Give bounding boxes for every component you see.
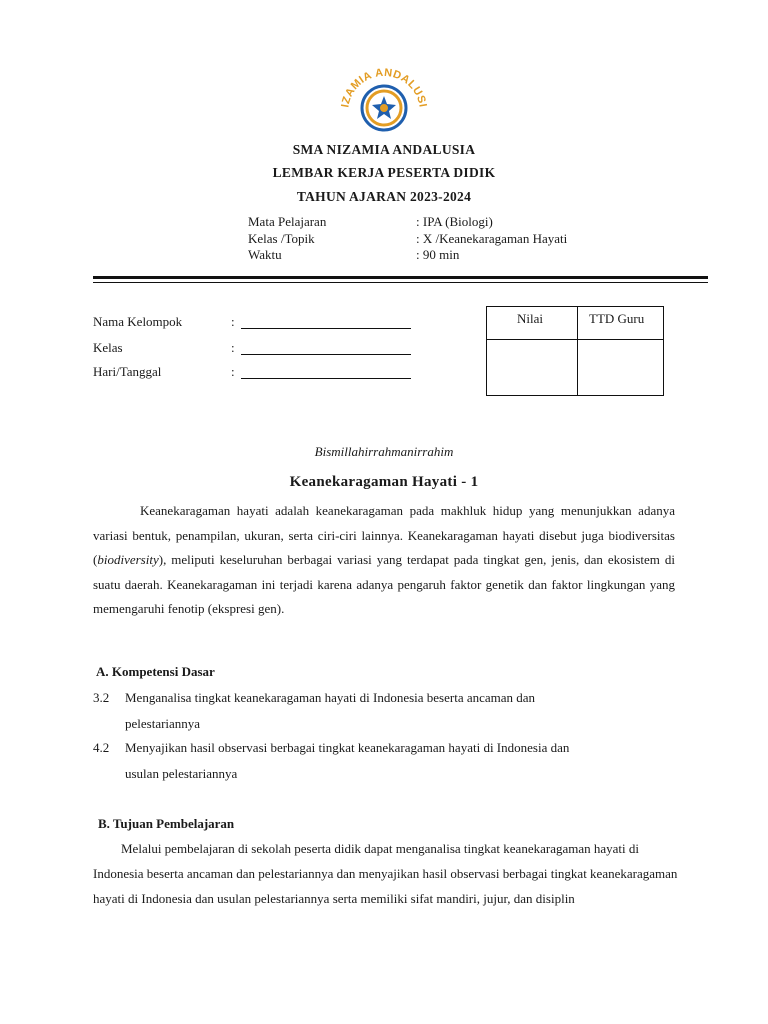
header-divider-thick	[93, 276, 708, 279]
learning-objective-paragraph	[93, 836, 680, 911]
basmalah: Bismillahirrahmanirrahim	[314, 444, 454, 459]
section-a-heading: A. Kompetensi Dasar	[96, 664, 215, 679]
intro-text-part2: ), meliputi keseluruhan berbagai variasi yang terdapat pada tingkat gen, jenis, dan ekosistem di suatu daerah. Keanekaragaman ini terjadi karena adanya pengaruh faktor genetik dan faktor lingkungan yang memengaruhi fenotip (ekspresi gen).	[93, 552, 675, 617]
learning-objective-text: Melalui pembelajaran di sekolah peserta didik dapat menganalisa tingkat keanekaragaman hayati di Indonesia beserta ancaman dan pelestariannya dan menyajikan hasil observasi berbagai tingkat keanekaragaman hayati di Indonesia dan usulan pelestariannya serta memiliki sifat mandiri, jujur, dan disiplin	[93, 841, 678, 906]
header-divider-thin	[93, 282, 708, 283]
kd-text-3-2-cont: pelestariannya	[125, 716, 201, 731]
group-name-field[interactable]	[241, 328, 411, 329]
grade-table	[486, 306, 664, 396]
meta-value-subject: : IPA (Biologi)	[416, 214, 493, 229]
meta-label-time: Waktu	[248, 247, 282, 262]
group-name-label: Nama Kelompok	[93, 314, 183, 329]
meta-label-subject: Mata Pelajaran	[248, 214, 327, 229]
section-b-heading: B. Tujuan Pembelajaran	[98, 816, 235, 831]
grade-header-teacher-signature: TTD Guru	[589, 311, 645, 326]
date-field[interactable]	[241, 378, 411, 379]
class-label: Kelas	[93, 340, 123, 355]
grade-table-header-line	[487, 339, 663, 340]
kd-text-3-2: Menganalisa tingkat keanekaragaman hayati di Indonesia beserta ancaman dan	[125, 690, 536, 705]
school-name: SMA NIZAMIA ANDALUSIA	[292, 142, 476, 157]
academic-year: TAHUN AJARAN 2023-2024	[296, 189, 472, 204]
group-name-colon: :	[231, 314, 235, 329]
logo-text: IZAMIA ANDALUSI	[339, 66, 429, 109]
class-field[interactable]	[241, 354, 411, 355]
class-colon: :	[231, 340, 235, 355]
grade-score-cell[interactable]	[488, 341, 576, 395]
main-title: Keanekaragaman Hayati - 1	[289, 474, 479, 490]
date-label: Hari/Tanggal	[93, 364, 162, 379]
kd-number-4-2: 4.2	[93, 740, 110, 755]
school-logo	[324, 52, 444, 134]
meta-label-class-topic: Kelas /Topik	[248, 231, 315, 246]
meta-value-class-topic: : X /Keanekaragaman Hayati	[416, 231, 568, 246]
intro-text-part1: Keanekaragaman hayati adalah keanekaragaman pada makhluk hidup yang menunjukkan adanya variasi bentuk, penampilan, ukuran, serta ciri-ciri lainnya. Keanekaragaman hayati disebut juga biodiversitas (	[93, 503, 675, 568]
kd-item-4-2	[125, 735, 679, 787]
intro-text-italic: biodiversity	[97, 552, 159, 568]
kd-text-4-2: Menyajikan hasil observasi berbagai tingkat keanekaragaman hayati di Indonesia dan	[125, 740, 570, 755]
date-colon: :	[231, 364, 235, 379]
meta-value-time: : 90 min	[416, 247, 460, 262]
grade-header-score: Nilai	[517, 311, 543, 326]
intro-paragraph	[93, 499, 675, 622]
kd-item-3-2	[125, 685, 679, 737]
teacher-signature-cell[interactable]	[579, 341, 663, 395]
kd-text-4-2-cont: usulan pelestariannya	[125, 766, 238, 781]
kd-number-3-2: 3.2	[93, 690, 110, 705]
grade-table-divider	[577, 307, 578, 395]
document-title: LEMBAR KERJA PESERTA DIDIK	[272, 165, 496, 180]
